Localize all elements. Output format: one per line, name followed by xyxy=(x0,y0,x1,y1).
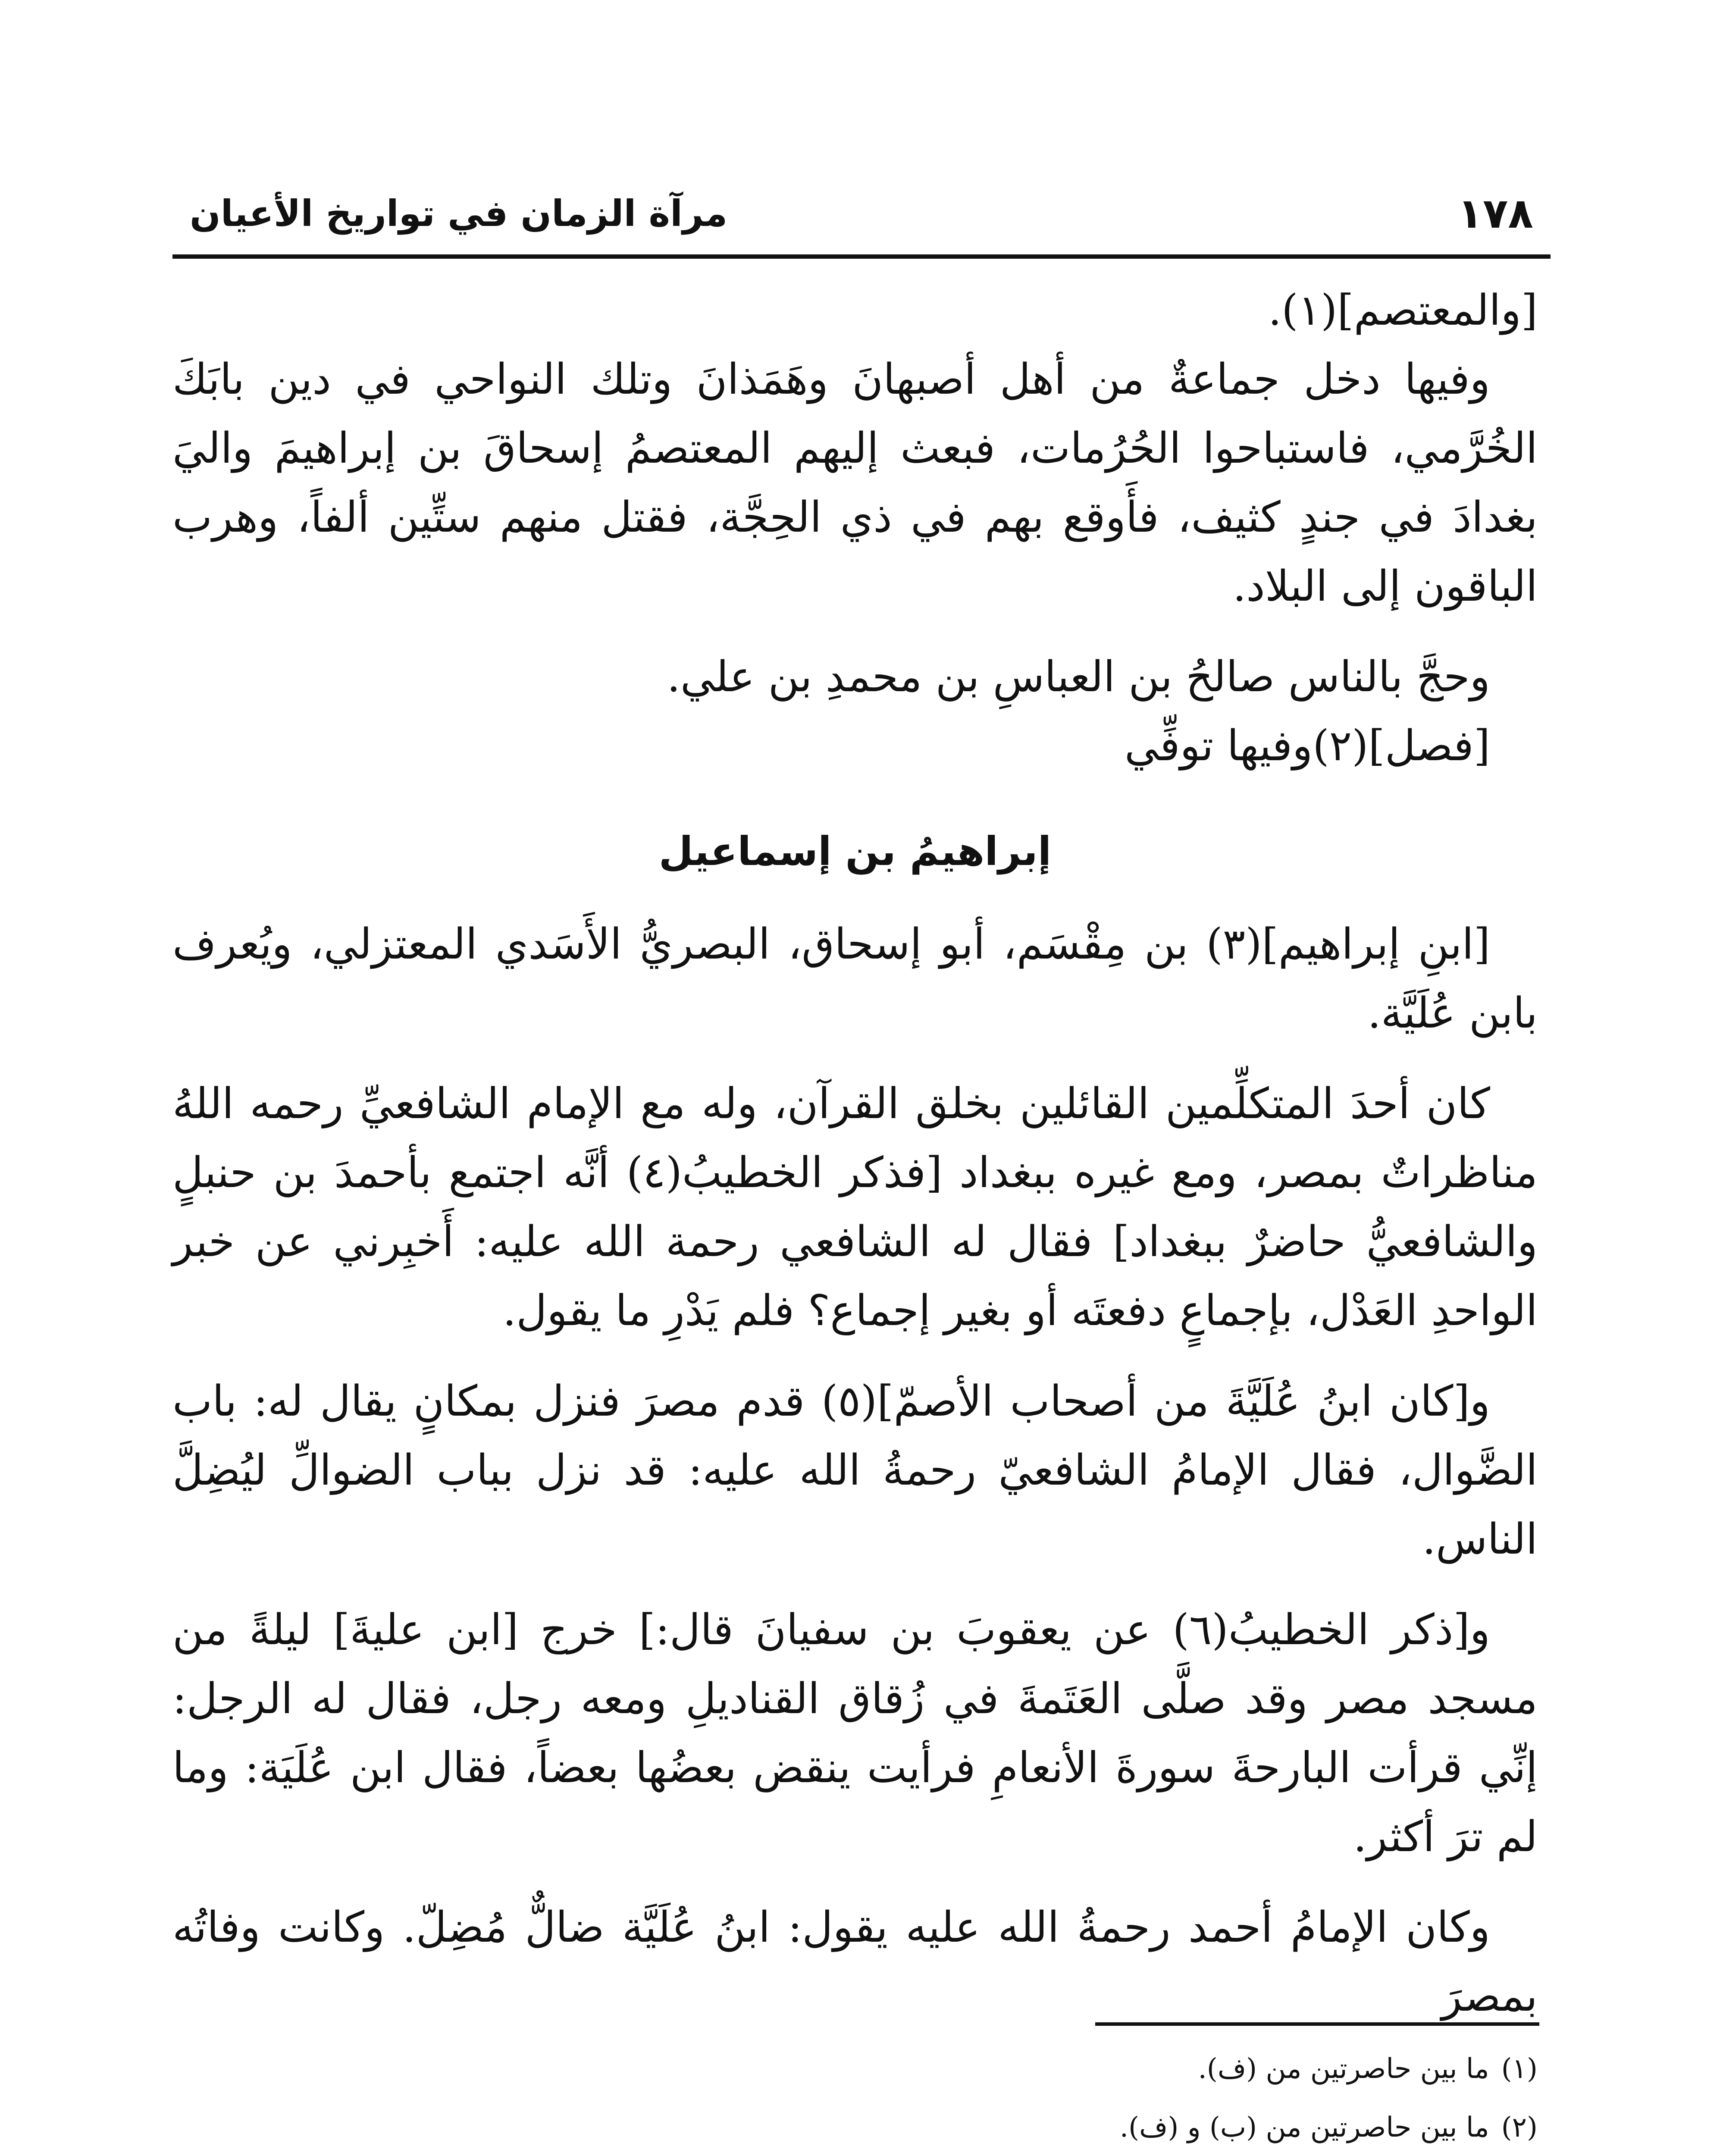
paragraph: وحجَّ بالناس صالحُ بن العباسِ بن محمدِ بن علي. xyxy=(667,652,1490,702)
footnote-number: (١) xyxy=(1501,2053,1538,2085)
paragraph: [ابنِ إبراهيم](٣) بن مِقْسَم، أبو إسحاق، البصريُّ الأَسَدي المعتزلي، ويُعرف بابن عُلَيَّة. xyxy=(172,920,1538,1038)
paragraph: و[ذكر الخطيبُ(٦) عن يعقوبَ بن سفيانَ قال:] خرج [ابن عليةَ] ليلةً من مسجد مصر وقد صلَّى العَتَمةَ في زُقاق القناديلِ ومعه رجل، فقال له الرجل: إنِّي قرأت البارحةَ سورةَ الأنعامِ فرأيت ينقض بعضُها بعضاً، فقال ابن عُلَيَة: وما لم ترَ أكثر. xyxy=(172,1605,1538,1861)
paragraph: و[كان ابنُ عُلَيَّةَ من أصحاب الأصمّ](٥) قدم مصرَ فنزل بمكانٍ يقال له: باب الضَّوال، فقال الإمامُ الشافعيّ رحمةُ الله عليه: قد نزل بباب الضوالِّ ليُضِلَّ الناس. xyxy=(172,1377,1538,1564)
running-title: مرآة الزمان في تواريخ الأعيان xyxy=(190,192,728,235)
footnotes xyxy=(172,2040,1538,2156)
paragraph: وفيها دخل جماعةٌ من أهل أصبهانَ وهَمَذانَ وتلك النواحي في دين بابَكَ الخُرَّمي، فاستباحوا الحُرُمات، فبعث إليهم المعتصمُ إسحاقَ بن إبراهيمَ واليَ بغدادَ في جندٍ كثيف، فأَوقع بهم في ذي الحِجَّة، فقتل منهم ستِّين ألفاً، وهرب الباقون إلى البلاد. xyxy=(172,355,1538,611)
paragraph: [فصل](٢)وفيها توفِّي xyxy=(1125,721,1490,771)
footnote xyxy=(172,2040,1538,2098)
paragraph: وكان الإمامُ أحمد رحمةُ الله عليه يقول: ابنُ عُلَيَّة ضالٌّ مُضِلّ. وكانت وفاتُه بمصرَ xyxy=(172,1903,1538,2021)
paragraph: كان أحدَ المتكلِّمين القائلين بخلق القرآن، وله مع الإمام الشافعيِّ رحمه اللهُ مناظراتٌ بمصر، ومع غيره ببغداد [فذكر الخطيبُ(٤) أنَّه اجتمع بأحمدَ بن حنبلٍ والشافعيُّ حاضرٌ ببغداد] فقال له الشافعي رحمة الله عليه: أَخبِرني عن خبر الواحدِ العَدْل، بإجماعٍ دفعتَه أو بغير إجماع؟ فلم يَدْرِ ما يقول. xyxy=(172,1079,1538,1335)
main-text xyxy=(172,276,1538,2031)
footnote-text: ما بين حاصرتين من (ب) و (ف). xyxy=(1119,2112,1489,2143)
section-heading: إبراهيمُ بن إسماعيل xyxy=(658,828,1052,874)
footnote-number: (٢) xyxy=(1501,2112,1538,2143)
footnote-text: ما بين حاصرتين من (ف). xyxy=(1198,2053,1489,2085)
footnote xyxy=(172,2098,1538,2156)
page-number: ١٧٨ xyxy=(1457,189,1533,238)
paragraph: [والمعتصم](١). xyxy=(1268,286,1538,335)
footnote-separator xyxy=(1095,2022,1539,2026)
page-header xyxy=(172,172,1551,259)
